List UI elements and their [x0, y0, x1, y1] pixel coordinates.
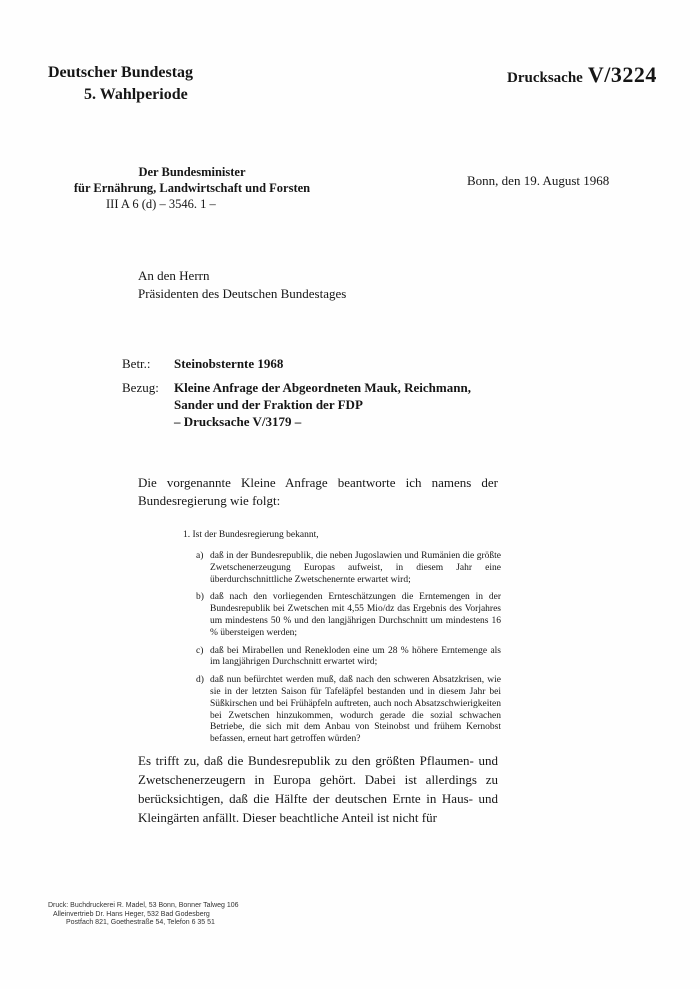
question-marker: b): [196, 592, 204, 603]
bezug-line-3: – Drucksache V/3179 –: [174, 414, 302, 429]
intro-paragraph: Die vorgenannte Kleine Anfrage beantworte ich namens der Bundesregierung wie folgt:: [138, 475, 498, 508]
file-reference: III A 6 (d) – 3546. 1 –: [106, 197, 216, 211]
drucksache-label: Drucksache: [507, 70, 583, 86]
question-marker: d): [196, 675, 204, 686]
recipient-name: Präsidenten des Deutschen Bundestages: [138, 286, 347, 301]
betr-label: Betr.:: [122, 356, 151, 371]
footer-printer: Druck: Buchdruckerei R. Madel, 53 Bonn, Bonner Talweg 106: [48, 902, 239, 909]
bezug-line-2: Sander und der Fraktion der FDP: [174, 397, 363, 412]
question-marker: c): [196, 645, 204, 656]
question-text: daß nun befürchtet werden muß, daß nach den schweren Absatzkrisen, wie sie in der letzten Saison für Tafeläpfel bestanden und in diesem Jahr bei Süßkirschen und bei Frühäpfeln auftreten, auch noch Absatzschwierigkeiten bei Zwetschen hinzukommen, wodurch gerade die sozial schwachen Betriebe, die sich mit dem Anbau von Steinobst und frühem Kernobst befassen, erneut hart getroffen würden?: [210, 675, 501, 745]
question-text: daß nach den vorliegenden Ernteschätzungen die Erntemengen in der Bundesrepublik bei Zwetschen mit 4,55 Mio/dz das Ergebnis des Vorjahres um mindestens 50 % und den langjährigen Durchschnitt um mindestens 16 % übersteigen werden;: [210, 592, 501, 638]
question-text: daß bei Mirabellen und Renekloden eine um 28 % höhere Erntemenge als im langjährigen Durchschnitt erwartet wird;: [210, 645, 501, 668]
subject-line: [122, 356, 283, 372]
bezug-line-1: Kleine Anfrage der Abgeordneten Mauk, Reichmann,: [174, 380, 471, 395]
question-item: [196, 646, 501, 670]
footer-distributor: Alleinvertrieb Dr. Hans Heger, 532 Bad Godesberg: [53, 910, 210, 918]
drucksache-number: V/3224: [587, 62, 657, 87]
answer-paragraph: Es trifft zu, daß die Bundesrepublik zu den größten Pflaumen- und Zwetschenerzeugern in Europa gehört. Dabei ist allerdings zu berücksichtigen, daß die Hälfte der deutschen Ernte in Haus- und Kleingärten anfällt. Dieser beachtliche Anteil ist nicht für: [138, 753, 498, 825]
printer-footer: [48, 902, 239, 928]
sender-block: [48, 164, 336, 212]
question-text: daß in der Bundesrepublik, die neben Jugoslawien und Rumänien die größte Zwetschenerzeugung Europas aufweist, in diesem Jahr eine überdurchschnittliche Zwetschenernte erwartet wird;: [210, 551, 501, 585]
betr-text: Steinobsternte 1968: [174, 356, 284, 371]
footer-address: Postfach 821, Goethestraße 54, Telefon 6 35 51: [66, 919, 215, 926]
question-item: [196, 551, 501, 586]
recipient-block: [138, 267, 346, 303]
sender-title: Der Bundesminister: [138, 165, 246, 179]
dateline: Bonn, den 19. August 1968: [467, 173, 610, 188]
question-marker: a): [196, 551, 204, 561]
document-number: [507, 62, 657, 88]
question-list: [196, 551, 501, 752]
question-item: [196, 592, 501, 639]
legislative-period: 5. Wahlperiode: [84, 86, 188, 103]
parliament-header: [48, 62, 193, 106]
bezug-label: Bezug:: [122, 380, 159, 395]
question-intro: 1. Ist der Bundesregierung bekannt,: [183, 530, 319, 540]
question-item: [196, 675, 501, 746]
institution-name: Deutscher Bundestag: [48, 64, 194, 81]
sender-ministry: für Ernährung, Landwirtschaft und Forsten: [73, 181, 311, 195]
recipient-salutation: An den Herrn: [138, 268, 210, 283]
reference-line: [122, 379, 471, 430]
